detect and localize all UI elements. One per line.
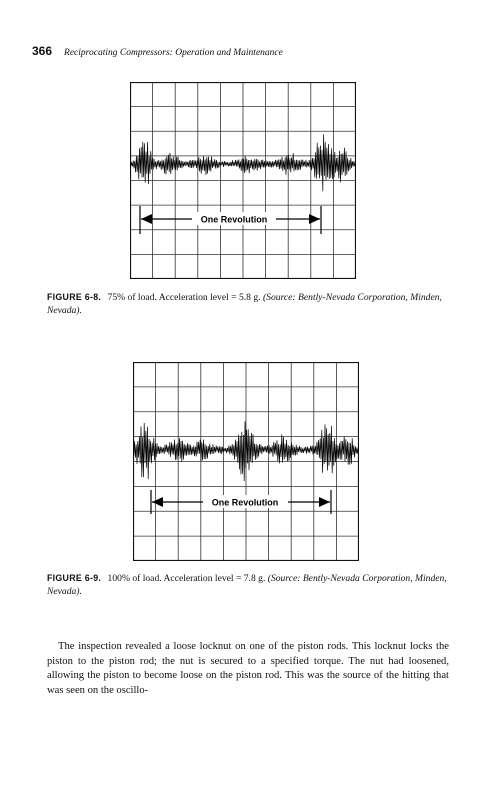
body-paragraph: The inspection revealed a loose locknut on one of the piston rods. This locknut locks the piston to the piston rod; the nut is secured to a specified torque. The nut had loosened, allowing the piston to become loose on the piston rod. This was the source of the hitting that was seen on the oscillo- (47, 641, 449, 696)
figure-label: FIGURE 6-9. (47, 573, 102, 583)
figure-6-8-caption (47, 291, 457, 317)
figure-label: FIGURE 6-8. (47, 292, 102, 302)
caption-text: 100% of load. Acceleration level = 7.8 g. (107, 573, 266, 584)
page-header (32, 42, 283, 60)
figure-6-9-oscilloscope-trace (133, 362, 359, 561)
oscilloscope-grid-2 (133, 362, 359, 561)
caption-text: 75% of load. Acceleration level = 5.8 g. (107, 292, 261, 303)
one-revolution-label: One Revolution (211, 497, 279, 508)
caption-source: (Source: Bently-Nevada Corporation, Minden, Nevada). (47, 573, 447, 597)
page-number: 366 (32, 44, 53, 58)
oscilloscope-grid-1 (130, 82, 356, 279)
figure-6-9-caption (47, 572, 457, 598)
running-title: Reciprocating Compressors: Operation and Maintenance (64, 48, 283, 58)
figure-6-8-oscilloscope-trace (130, 82, 356, 279)
one-revolution-label: One Revolution (200, 214, 268, 225)
caption-source: (Source: Bently-Nevada Corporation, Minden, Nevada). (47, 292, 442, 316)
